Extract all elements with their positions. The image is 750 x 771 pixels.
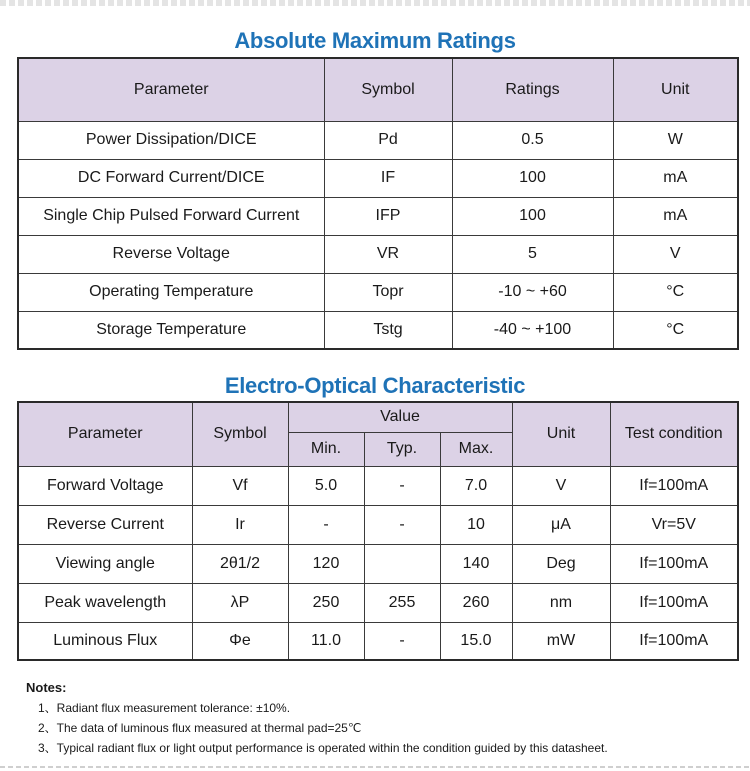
cell-max: 140 [440, 544, 512, 583]
cell-parameter: Reverse Voltage [18, 235, 324, 273]
cell-parameter: Power Dissipation/DICE [18, 121, 324, 159]
header-unit: Unit [512, 402, 610, 466]
cell-symbol: Tstg [324, 311, 452, 349]
electro-optical-table [17, 401, 739, 661]
table-row [18, 273, 738, 311]
cell-parameter: Operating Temperature [18, 273, 324, 311]
cell-typ: - [364, 466, 440, 505]
header-ratings: Ratings [452, 58, 613, 121]
cell-symbol: Topr [324, 273, 452, 311]
cell-unit: mA [613, 197, 738, 235]
cell-parameter: Peak wavelength [18, 583, 192, 622]
header-symbol: Symbol [324, 58, 452, 121]
table-row [18, 622, 738, 660]
table-row [18, 466, 738, 505]
cell-min: - [288, 505, 364, 544]
cell-unit: V [613, 235, 738, 273]
cell-symbol: Pd [324, 121, 452, 159]
electro-optical-title: Electro-Optical Characteristic [224, 373, 526, 398]
header-value: Value [288, 402, 512, 432]
cell-rating: -10 ~ +60 [452, 273, 613, 311]
cell-rating: 100 [452, 197, 613, 235]
cell-max: 260 [440, 583, 512, 622]
cell-test-condition: If=100mA [610, 583, 738, 622]
cell-unit: V [512, 466, 610, 505]
bottom-divider [0, 766, 750, 768]
cell-max: 15.0 [440, 622, 512, 660]
absolute-ratings-table [17, 57, 739, 350]
header-min: Min. [288, 432, 364, 466]
cell-parameter: Storage Temperature [18, 311, 324, 349]
cell-unit: W [613, 121, 738, 159]
cell-test-condition: Vr=5V [610, 505, 738, 544]
absolute-ratings-title: Absolute Maximum Ratings [234, 28, 516, 53]
notes-section [26, 678, 726, 758]
cell-test-condition: If=100mA [610, 622, 738, 660]
cell-test-condition: If=100mA [610, 544, 738, 583]
cell-symbol: Vf [192, 466, 288, 505]
table-header-row [18, 58, 738, 121]
header-unit: Unit [613, 58, 738, 121]
table-row [18, 311, 738, 349]
table-row [18, 159, 738, 197]
cell-unit: mA [613, 159, 738, 197]
cell-parameter: Viewing angle [18, 544, 192, 583]
header-max: Max. [440, 432, 512, 466]
header-parameter: Parameter [18, 58, 324, 121]
cell-typ [364, 544, 440, 583]
header-typ: Typ. [364, 432, 440, 466]
cell-parameter: Luminous Flux [18, 622, 192, 660]
cell-symbol: Ir [192, 505, 288, 544]
cell-symbol: IFP [324, 197, 452, 235]
cell-symbol: 2θ1/2 [192, 544, 288, 583]
cell-max: 7.0 [440, 466, 512, 505]
cell-typ: - [364, 505, 440, 544]
notes-title: Notes: [26, 680, 67, 695]
cell-min: 250 [288, 583, 364, 622]
cell-max: 10 [440, 505, 512, 544]
table-row [18, 197, 738, 235]
cell-symbol: VR [324, 235, 452, 273]
cell-parameter: DC Forward Current/DICE [18, 159, 324, 197]
table-row [18, 505, 738, 544]
header-test-condition: Test condition [610, 402, 738, 466]
cell-unit: nm [512, 583, 610, 622]
cell-symbol: IF [324, 159, 452, 197]
cell-rating: -40 ~ +100 [452, 311, 613, 349]
cell-unit: mW [512, 622, 610, 660]
cell-parameter: Reverse Current [18, 505, 192, 544]
cell-parameter: Forward Voltage [18, 466, 192, 505]
cell-typ: - [364, 622, 440, 660]
table-row [18, 544, 738, 583]
cell-unit: °C [613, 273, 738, 311]
header-symbol: Symbol [192, 402, 288, 466]
header-parameter: Parameter [18, 402, 192, 466]
cell-min: 120 [288, 544, 364, 583]
note-item: 2、The data of luminous flux measured at thermal pad=25℃ [38, 721, 362, 735]
top-divider [0, 0, 750, 6]
cell-symbol: Φe [192, 622, 288, 660]
cell-unit: μA [512, 505, 610, 544]
note-item: 1、Radiant flux measurement tolerance: ±10%. [38, 701, 291, 715]
cell-min: 11.0 [288, 622, 364, 660]
cell-rating: 0.5 [452, 121, 613, 159]
cell-min: 5.0 [288, 466, 364, 505]
table-row [18, 235, 738, 273]
cell-symbol: λP [192, 583, 288, 622]
cell-unit: Deg [512, 544, 610, 583]
cell-typ: 255 [364, 583, 440, 622]
table-header-row [18, 402, 738, 432]
cell-rating: 100 [452, 159, 613, 197]
cell-test-condition: If=100mA [610, 466, 738, 505]
cell-rating: 5 [452, 235, 613, 273]
cell-unit: °C [613, 311, 738, 349]
table-row [18, 121, 738, 159]
note-item: 3、Typical radiant flux or light output performance is operated within the condition guided by this datasheet. [38, 741, 608, 755]
table-row [18, 583, 738, 622]
cell-parameter: Single Chip Pulsed Forward Current [18, 197, 324, 235]
